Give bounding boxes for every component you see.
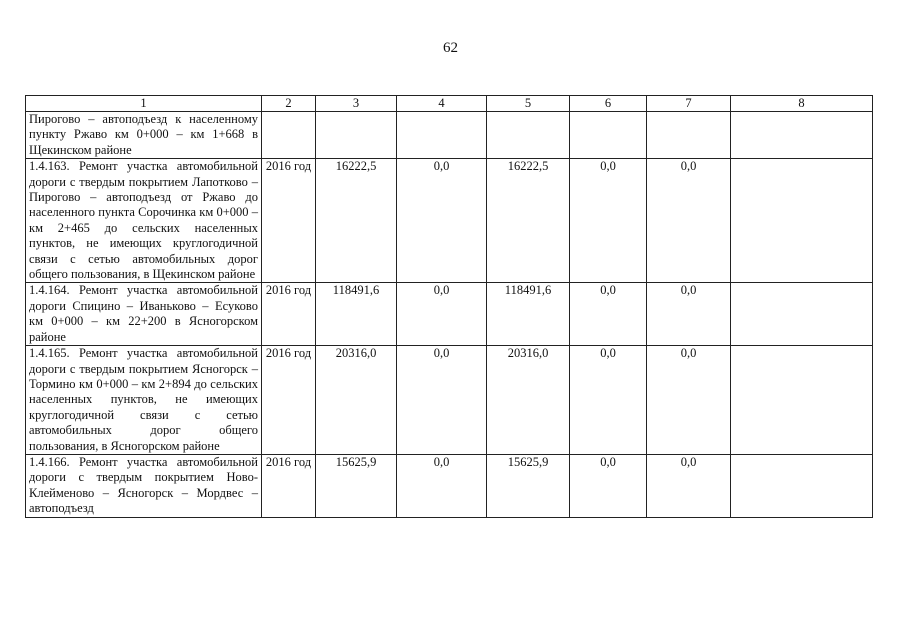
row-col7: 0,0 [647, 454, 731, 517]
row-col5: 118491,6 [487, 283, 570, 346]
row-col7: 0,0 [647, 283, 731, 346]
column-header: 7 [647, 96, 731, 112]
table-row [26, 454, 873, 517]
row-col3: 16222,5 [316, 159, 397, 283]
row-year: 2016 год [262, 346, 316, 455]
column-header: 2 [262, 96, 316, 112]
row-col8 [731, 112, 873, 159]
row-col4: 0,0 [397, 454, 487, 517]
row-col5: 16222,5 [487, 159, 570, 283]
row-year: 2016 год [262, 454, 316, 517]
row-description: 1.4.164. Ремонт участка автомобильной дороги Спицино – Иваньково – Есуково км 0+000 – км 22+200 в Ясногорском районе [26, 283, 262, 346]
table-row [26, 112, 873, 159]
column-header: 4 [397, 96, 487, 112]
row-col3: 15625,9 [316, 454, 397, 517]
row-col6: 0,0 [570, 159, 647, 283]
row-col4 [397, 112, 487, 159]
row-col6: 0,0 [570, 346, 647, 455]
table-row [26, 283, 873, 346]
column-header: 6 [570, 96, 647, 112]
row-year: 2016 год [262, 159, 316, 283]
row-col7 [647, 112, 731, 159]
row-col7: 0,0 [647, 159, 731, 283]
row-col5: 15625,9 [487, 454, 570, 517]
row-description: 1.4.163. Ремонт участка автомобильной дороги с твердым покрытием Лапотково – Пирогово – автоподъезд от Ржаво до населенного пункта Сорочинка км 0+000 – км 2+465 до сельских населенных пунктов, не имеющих круглогодичной связи с сетью автомобильных дорог общего пользования, в Щекинском районе [26, 159, 262, 283]
row-col8 [731, 454, 873, 517]
column-header: 3 [316, 96, 397, 112]
row-col8 [731, 283, 873, 346]
column-header: 1 [26, 96, 262, 112]
row-col8 [731, 159, 873, 283]
budget-table [25, 95, 873, 518]
column-header: 8 [731, 96, 873, 112]
table-header-row [26, 96, 873, 112]
row-col8 [731, 346, 873, 455]
row-col3: 118491,6 [316, 283, 397, 346]
row-col4: 0,0 [397, 346, 487, 455]
row-year [262, 112, 316, 159]
row-col3 [316, 112, 397, 159]
row-description: 1.4.166. Ремонт участка автомобильной дороги с твердым покрытием Ново-Клейменово – Ясногорск – Мордвес – автоподъезд [26, 454, 262, 517]
row-col5 [487, 112, 570, 159]
row-year: 2016 год [262, 283, 316, 346]
row-description: Пирогово – автоподъезд к населенному пункту Ржаво км 0+000 – км 1+668 в Щекинском районе [26, 112, 262, 159]
row-col6: 0,0 [570, 283, 647, 346]
column-header: 5 [487, 96, 570, 112]
row-col6: 0,0 [570, 454, 647, 517]
row-col4: 0,0 [397, 159, 487, 283]
row-col6 [570, 112, 647, 159]
table-row [26, 346, 873, 455]
row-col5: 20316,0 [487, 346, 570, 455]
row-col7: 0,0 [647, 346, 731, 455]
row-description: 1.4.165. Ремонт участка автомобильной дороги с твердым покрытием Ясногорск – Тормино км 0+000 – км 2+894 до сельских населенных пунктов, не имеющих круглогодичной связи с сетью автомобильных дорог общего пользования, в Ясногорском районе [26, 346, 262, 455]
row-col4: 0,0 [397, 283, 487, 346]
page-number: 62 [443, 40, 458, 56]
table-row [26, 159, 873, 283]
row-col3: 20316,0 [316, 346, 397, 455]
